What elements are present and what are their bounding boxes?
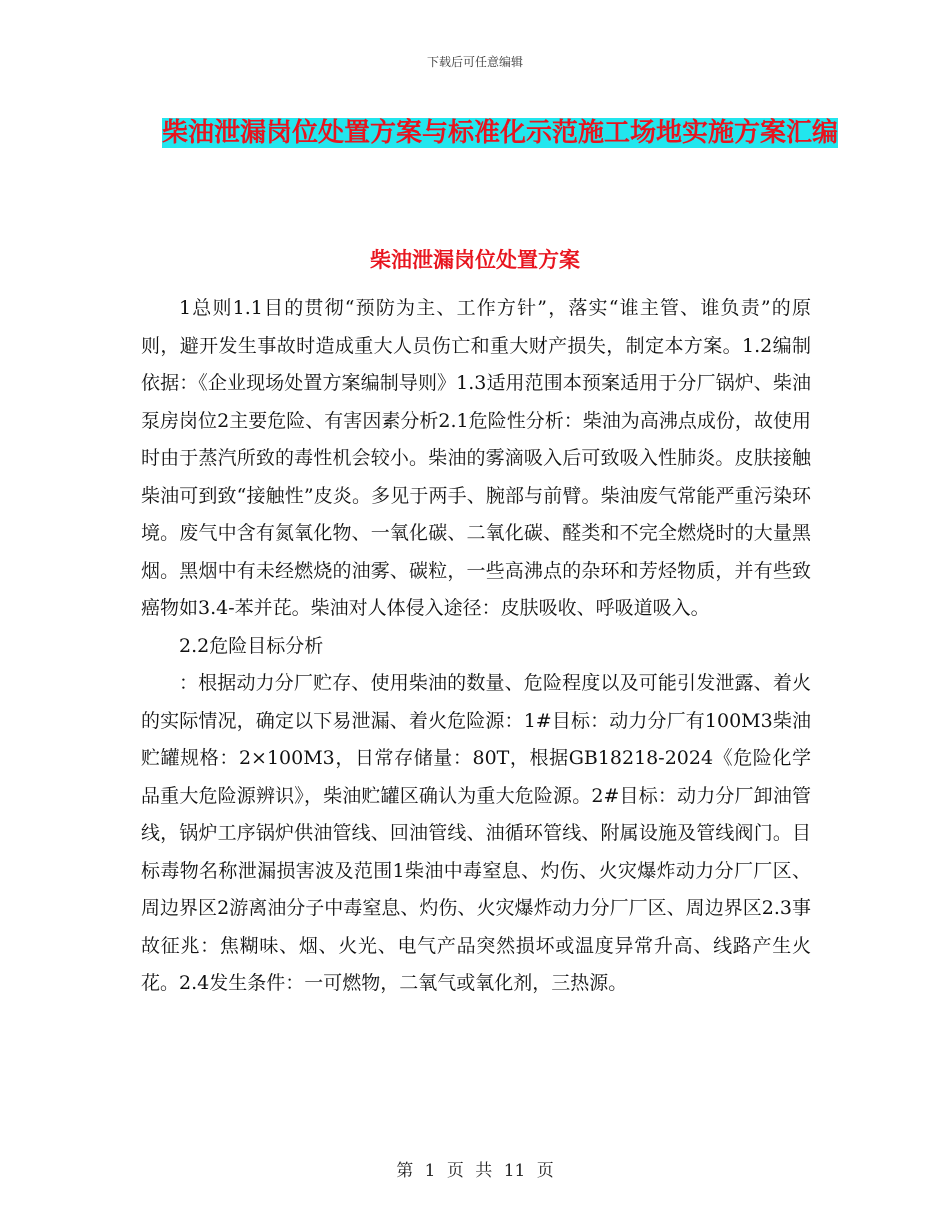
paragraph: 2.2危险目标分析 [179,634,324,657]
document-title [140,108,860,158]
page-number: 第 1 页 共 11 页 [396,1161,554,1181]
document-title-text: 柴油泄漏岗位处置方案与标准化示范施工场地实施方案汇编 [161,118,838,148]
paragraph: 1总则1.1目的贯彻“预防为主、工作方针”，落实“谁主管、谁负责”的原则，避开发生事故时造成重大人员伤亡和重大财产损失，制定本方案。1.2编制依据：《企业现场处置方案编制导则》1.3适用范围本预案适用于分厂锅炉、柴油泵房岗位2主要危险、有害因素分析2.1危险性分析：柴油为高沸点成份，故使用时由于蒸汽所致的毒性机会较小。柴油的雾滴吸入后可致吸入性肺炎。皮肤接触柴油可到致“接触性”皮炎。多见于两手、腕部与前臂。柴油废气常能严重污染环境。废气中含有氮氧化物、一氧化碳、二氧化碳、醛类和不完全燃烧时的大量黑烟。黑烟中有未经燃烧的油雾、碳粒，一些高沸点的杂环和芳烃物质，并有些致癌物如3.4-苯并芘。柴油对人体侵入途径：皮肤吸收、呼吸道吸入。 [141,297,811,619]
header-note: 下载后可任意编辑 [426,55,523,69]
paragraph: ：根据动力分厂贮存、使用柴油的数量、危险程度以及可能引发泄露、着火的实际情况，确定以下易泄漏、着火危险源：1#目标：动力分厂有100M3柴油贮罐规格：2×100M3，日常存储量：80T，根据GB18218-2024《危险化学品重大危险源辨识》，柴油贮罐区确认为重大危险源。2#目标：动力分厂卸油管线，锅炉工序锅炉供油管线、回油管线、油循环管线、附属设施及管线阀门。目标毒物名称泄漏损害波及范围1柴油中毒窒息、灼伤、火灾爆炸动力分厂厂区、周边界区2游离油分子中毒窒息、灼伤、火灾爆炸动力分厂厂区、周边界区2.3事故征兆：焦糊味、烟、火光、电气产品突然损坏或温度异常升高、线路产生火花。2.4发生条件：一可燃物，二氧气或氧化剂，三热源。 [141,672,811,994]
section-title: 柴油泄漏岗位处置方案 [370,248,580,272]
document-body [141,290,811,1003]
